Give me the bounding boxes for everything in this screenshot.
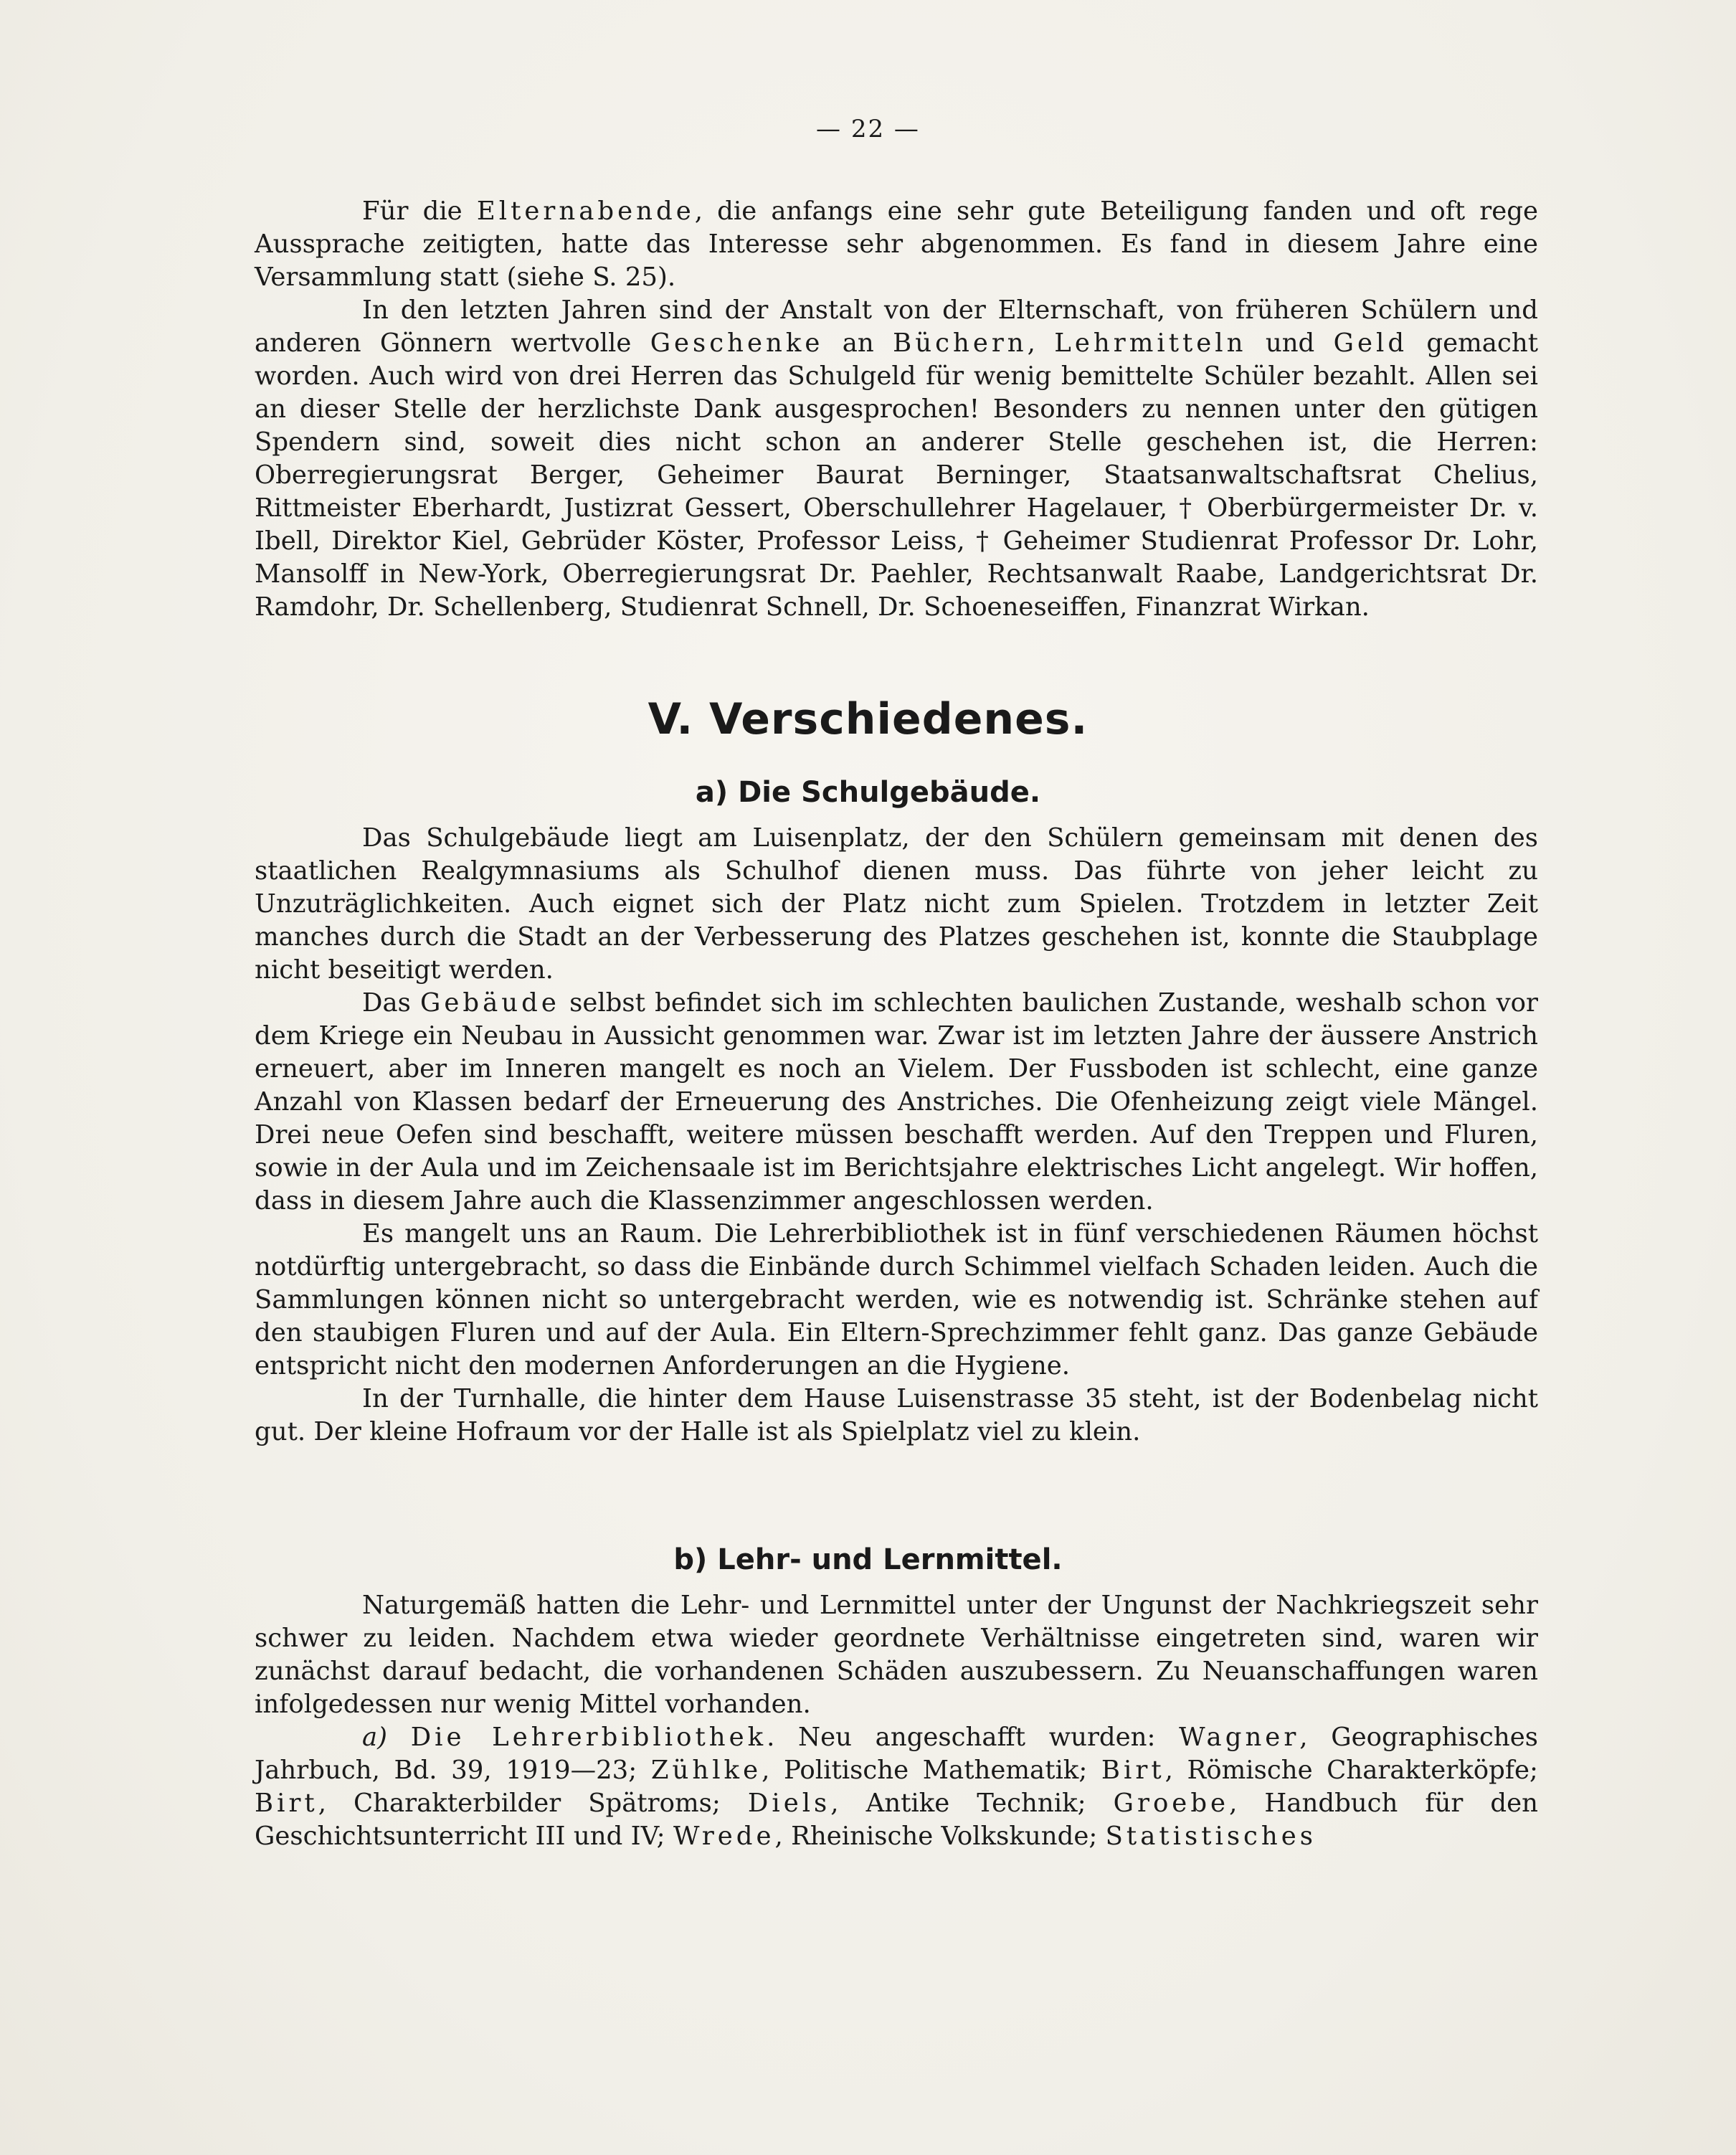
text-run: und [1246,328,1334,358]
spaced-emphasis: Elternabende [476,196,695,226]
text-run: Für die [362,196,477,226]
text-run: , Römische Charakterköpfe; [1165,1756,1538,1785]
text-run: , die anfangs eine sehr gute Beteiligung fanden und oft rege Aussprache zeitigten, hatte das Interesse sehr abgenommen. Es fand in diesem Jahre eine Versammlung statt (siehe S. 25). [255,196,1538,292]
section-heading-main: V. Verschiedenes. [648,694,1088,744]
section-lehrmittel [255,1589,1538,1853]
paragraph-turnhalle: In der Turnhalle, die hinter dem Hause Luisenstrasse 35 steht, ist der Bodenbelag nicht gut. Der kleine Hofraum vor der Halle ist als Spielplatz viel zu klein. [255,1384,1538,1446]
list-label: a) [362,1723,388,1752]
text-run: , Antike Technik; [830,1789,1114,1818]
text-run: . Neu angeschafft wurden: [767,1723,1180,1752]
section-donations [255,195,1538,624]
paragraph-raum: Es mangelt uns an Raum. Die Lehrerbibliothek ist in fünf verschiedenen Räumen höchst notdürftig untergebracht, so dass die Einbände durch Schimmel vielfach Schaden leiden. Auch die Sammlungen können nicht so untergebracht werden, wie es notwendig ist. Schränke stehen auf den staubigen Fluren und auf der Aula. Ein Eltern-Sprechzimmer fehlt ganz. Das ganze Gebäude entspricht nicht den modernen Anforderungen an die Hygiene. [255,1219,1538,1380]
text-run: , Politische Mathematik; [762,1756,1101,1785]
section-schulgebaeude [255,822,1538,1449]
spaced-emphasis: Die Lehrerbibliothek [410,1723,767,1752]
spaced-emphasis: Birt [1101,1756,1165,1785]
text-run: an [823,328,893,358]
spaced-emphasis: Büchern [893,328,1028,358]
text-run: , Charakterbilder Spätroms; [318,1789,748,1818]
paragraph-luisenplatz: Das Schulgebäude liegt am Luisenplatz, der den Schülern gemeinsam mit denen des staatlichen Realgymnasiums als Schulhof dienen muss. Das führte von jeher leicht zu Unzuträglichkeiten. Auch eignet sich der Platz nicht zum Spielen. Trotzdem in letzter Zeit manches durch die Stadt an der Verbesserung des Platzes geschehen ist, konnte die Staubplage nicht beseitigt werden. [255,823,1538,985]
paragraph-nachkriegszeit: Naturgemäß hatten die Lehr- und Lernmittel unter der Ungunst der Nachkriegszeit sehr schwer zu leiden. Nachdem etwa wieder geordnete Verhältnisse eingetreten sind, waren wir zunächst darauf bedacht, die vorhandenen Schäden auszubessern. Zu Neuanschaffungen waren infolgedessen nur wenig Mittel vorhanden. [255,1591,1538,1719]
spaced-emphasis: Gebäude [420,988,560,1018]
paragraph-geschenke [255,294,1538,624]
spaced-emphasis: Groebe [1113,1789,1230,1818]
spaced-emphasis: Birt [255,1789,318,1818]
text-run: gemacht worden. Auch wird von drei Herren das Schulgeld für wenig bemittelte Schüler bezahlt. Allen sei an dieser Stelle der herzlichste Dank ausgesprochen! Besonders zu nennen unter den gütigen Spendern sind, soweit dies nicht schon an anderer Stelle geschehen ist, die Herren: Oberregierungsrat Berger, Geheimer Baurat Berninger, Staatsanwaltschaftsrat Chelius, Rittmeister Eberhardt, Justizrat Gessert, Oberschullehrer Hagelauer, † Oberbürgermeister Dr. v. Ibell, Direktor Kiel, Gebrüder Köster, Professor Leiss, † Geheimer Studienrat Professor Dr. Lohr, Mansolff in New-York, Oberregierungsrat Dr. Paehler, Rechtsanwalt Raabe, Landgerichtsrat Dr. Ramdohr, Dr. Schellenberg, Studienrat Schnell, Dr. Schoeneseiffen, Finanzrat Wirkan. [255,328,1538,622]
text-run: Das [362,988,421,1018]
spaced-emphasis: Statistisches [1105,1822,1317,1851]
text-run: , Rheinische Volkskunde; [774,1822,1106,1851]
paragraph-lehrerbibliothek [255,1721,1538,1853]
text-run: In den letzten Jahren sind der Anstalt von der Elternschaft, von früheren Schülern und anderen Gönnern wertvolle [255,295,1538,358]
spaced-emphasis: Lehrmitteln [1054,328,1247,358]
spaced-emphasis: Wagner [1179,1723,1300,1752]
spaced-emphasis: Wrede [673,1822,775,1851]
text-run: , Handbuch für den Geschichtsunterricht III und IV; [255,1789,1538,1851]
paragraph-gebaeude [255,987,1538,1218]
spaced-emphasis: Diels [747,1789,831,1818]
subsection-heading-lehrmittel: b) Lehr- und Lernmittel. [673,1543,1063,1576]
spaced-emphasis: Geschenke [650,328,824,358]
text-run: , Geographisches Jahrbuch, Bd. 39, 1919—23; [255,1723,1538,1785]
subsection-heading-schulgebaeude: a) Die Schulgebäude. [695,776,1041,809]
text-run: , [1027,328,1055,358]
paragraph-elternabende [255,195,1538,294]
spaced-emphasis: Geld [1333,328,1408,358]
spaced-emphasis: Zühlke [650,1756,762,1785]
text-run: selbst befindet sich im schlechten baulichen Zustande, weshalb schon vor dem Kriege ein Neubau in Aussicht genommen war. Zwar ist im letzten Jahre der äussere Anstrich erneuert, aber im Inneren mangelt es noch an Vielem. Der Fussboden ist schlecht, eine ganze Anzahl von Klassen bedarf der Erneuerung des Anstriches. Die Ofenheizung zeigt viele Mängel. Drei neue Oefen sind beschafft, weitere müssen beschafft werden. Auf den Treppen und Fluren, sowie in der Aula und im Zeichensaale ist im Berichtsjahre elektrisches Licht angelegt. Wir hoffen, dass in diesem Jahre auch die Klassenzimmer angeschlossen werden. [255,988,1538,1216]
page-number: — 22 — [816,115,920,143]
